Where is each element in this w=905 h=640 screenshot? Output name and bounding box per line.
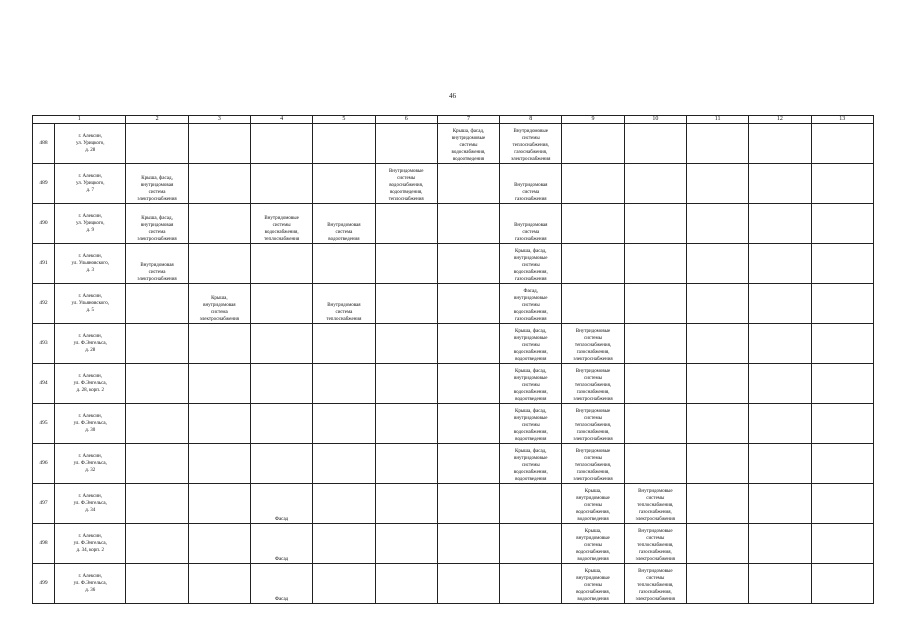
work-description: Внутридомовая система газоснабжения xyxy=(514,183,548,202)
work-cell xyxy=(562,124,624,164)
work-description: Крыша, фасад, внутридомовые системы водоснабжения, водоотведения xyxy=(513,369,548,402)
work-cell xyxy=(188,404,250,444)
work-cell xyxy=(500,484,562,524)
work-cell xyxy=(313,124,375,164)
work-cell xyxy=(562,204,624,244)
work-cell xyxy=(686,124,748,164)
work-cell xyxy=(749,244,811,284)
address-cell: г. Алексин, ул. Ф.Энгельса, д. 28 xyxy=(55,324,126,364)
work-cell xyxy=(500,444,562,484)
address-cell: г. Алексин, ул. Урицкого, д. 28 xyxy=(55,124,126,164)
address-cell: г. Алексин, ул. Ф.Энгельса, д. 34, корп. 2 xyxy=(55,524,126,564)
work-description: Крыша, фасад, внутридомовая система электроснабжения xyxy=(137,176,177,202)
work-cell xyxy=(500,164,562,204)
header-row xyxy=(33,116,874,124)
work-cell xyxy=(375,404,437,444)
work-cell xyxy=(811,324,873,364)
work-cell xyxy=(562,404,624,444)
row-number: 493 xyxy=(33,324,55,364)
work-cell xyxy=(250,324,312,364)
work-cell xyxy=(500,244,562,284)
work-description: Крыша, фасад, внутридомовые системы водоснабжения, водоотведения xyxy=(513,329,548,362)
work-cell xyxy=(126,164,188,204)
work-cell xyxy=(313,364,375,404)
work-cell xyxy=(313,404,375,444)
work-cell xyxy=(624,244,686,284)
work-description: Внутридомовые системы теплоснабжения, газоснабжения, электроснабжения xyxy=(573,369,613,402)
work-cell xyxy=(749,124,811,164)
work-description: Фасад xyxy=(275,557,289,562)
page-number: 46 xyxy=(449,92,456,100)
work-cell xyxy=(624,284,686,324)
work-cell xyxy=(686,364,748,404)
work-description: Крыша, фасад, внутридомовые системы водоснабжения, водоотведения xyxy=(513,409,548,442)
column-header: 3 xyxy=(188,116,250,124)
work-cell xyxy=(375,564,437,604)
work-cell xyxy=(126,204,188,244)
row-number: 497 xyxy=(33,484,55,524)
work-cell xyxy=(126,124,188,164)
column-header: 11 xyxy=(686,116,748,124)
work-cell xyxy=(624,444,686,484)
work-cell xyxy=(749,284,811,324)
work-description: Внутридомовая система водоотведения xyxy=(327,223,361,242)
work-cell xyxy=(250,564,312,604)
work-cell xyxy=(686,244,748,284)
table-row xyxy=(33,284,874,324)
work-description: Внутридомовые системы водоснабжения, водоотведения, теплоснабжения xyxy=(388,169,424,202)
address-cell: г. Алексин, ул. Урицкого, д. 7 xyxy=(55,164,126,204)
work-cell xyxy=(686,484,748,524)
work-cell xyxy=(437,524,499,564)
work-cell xyxy=(437,364,499,404)
work-cell xyxy=(624,204,686,244)
work-cell xyxy=(500,324,562,364)
work-cell xyxy=(188,164,250,204)
column-header: 13 xyxy=(811,116,873,124)
row-number: 498 xyxy=(33,524,55,564)
address-cell: г. Алексин, ул. Ульяновского, д. 3 xyxy=(55,244,126,284)
work-cell xyxy=(126,524,188,564)
work-cell xyxy=(250,524,312,564)
work-description: Крыша, фасад, внутридомовые системы водоснабжения, водоотведения xyxy=(451,129,486,162)
work-cell xyxy=(437,124,499,164)
work-cell xyxy=(126,444,188,484)
address-cell: г. Алексин, ул. Ф.Энгельса, д. 28, корп. 2 xyxy=(55,364,126,404)
work-cell xyxy=(811,204,873,244)
work-cell xyxy=(500,404,562,444)
work-description: Внутридомовая система электроснабжения xyxy=(137,263,177,282)
work-cell xyxy=(562,284,624,324)
work-cell xyxy=(500,564,562,604)
work-cell xyxy=(188,204,250,244)
work-cell xyxy=(188,564,250,604)
row-number: 494 xyxy=(33,364,55,404)
work-cell xyxy=(624,404,686,444)
work-cell xyxy=(624,564,686,604)
repair-schedule-table xyxy=(32,115,874,604)
address-cell: г. Алексин, ул. Ф.Энгельса, д. 36 xyxy=(55,564,126,604)
work-description: Внутридомовые системы водоснабжения, теплоснабжения xyxy=(264,216,300,242)
work-cell xyxy=(126,364,188,404)
table-row xyxy=(33,164,874,204)
work-cell xyxy=(250,204,312,244)
work-description: Крыша, внутридомовые системы водоснабжения, водоотведения xyxy=(576,529,610,562)
work-cell xyxy=(749,524,811,564)
address-cell: г. Алексин, ул. Ульяновского, д. 5 xyxy=(55,284,126,324)
table-row xyxy=(33,364,874,404)
work-cell xyxy=(437,444,499,484)
row-number: 490 xyxy=(33,204,55,244)
work-cell xyxy=(375,364,437,404)
work-cell xyxy=(375,324,437,364)
work-cell xyxy=(500,204,562,244)
work-cell xyxy=(500,284,562,324)
work-cell xyxy=(188,124,250,164)
work-description: Внутридомовые системы теплоснабжения, газоснабжения, электроснабжения xyxy=(573,409,613,442)
work-cell xyxy=(313,484,375,524)
table-row xyxy=(33,204,874,244)
work-cell xyxy=(811,524,873,564)
work-cell xyxy=(811,484,873,524)
work-cell xyxy=(811,564,873,604)
column-header: 6 xyxy=(375,116,437,124)
work-cell xyxy=(188,364,250,404)
work-cell xyxy=(437,284,499,324)
work-cell xyxy=(686,564,748,604)
work-cell xyxy=(313,564,375,604)
work-cell xyxy=(250,244,312,284)
column-header: 10 xyxy=(624,116,686,124)
work-cell xyxy=(562,444,624,484)
table-row xyxy=(33,324,874,364)
row-number: 488 xyxy=(33,124,55,164)
work-cell xyxy=(811,404,873,444)
work-cell xyxy=(749,404,811,444)
work-cell xyxy=(749,564,811,604)
work-cell xyxy=(686,524,748,564)
work-cell xyxy=(562,524,624,564)
work-description: Крыша, фасад, внутридомовая система электроснабжения xyxy=(137,216,177,242)
work-description: Фасад xyxy=(275,517,289,522)
work-cell xyxy=(250,364,312,404)
address-cell: г. Алексин, ул. Ф.Энгельса, д. 30 xyxy=(55,404,126,444)
row-number: 499 xyxy=(33,564,55,604)
work-cell xyxy=(811,164,873,204)
work-cell xyxy=(313,284,375,324)
work-cell xyxy=(188,484,250,524)
work-description: Внутридомовые системы теплоснабжения, газоснабжения, электроснабжения xyxy=(635,489,675,522)
column-header: 8 xyxy=(500,116,562,124)
row-number: 496 xyxy=(33,444,55,484)
work-cell xyxy=(126,404,188,444)
work-cell xyxy=(250,484,312,524)
work-cell xyxy=(375,204,437,244)
work-cell xyxy=(500,364,562,404)
work-cell xyxy=(313,324,375,364)
work-cell xyxy=(749,484,811,524)
work-cell xyxy=(250,124,312,164)
work-cell xyxy=(500,124,562,164)
table-row xyxy=(33,124,874,164)
work-description: Крыша, внутридомовая система электроснабжения xyxy=(199,296,239,322)
work-cell xyxy=(624,124,686,164)
column-header: 7 xyxy=(437,116,499,124)
work-cell xyxy=(811,124,873,164)
work-cell xyxy=(624,364,686,404)
work-description: Внутридомовая система теплоснабжения xyxy=(326,303,362,322)
work-cell xyxy=(749,164,811,204)
work-description: Внутридомовые системы теплоснабжения, газоснабжения, электроснабжения xyxy=(573,449,613,482)
work-cell xyxy=(375,164,437,204)
column-header: 9 xyxy=(562,116,624,124)
work-cell xyxy=(811,444,873,484)
work-cell xyxy=(375,444,437,484)
work-cell xyxy=(624,484,686,524)
work-description: Крыша, фасад, внутридомовые системы водоснабжения, газоснабжения xyxy=(513,249,548,282)
row-number: 495 xyxy=(33,404,55,444)
address-cell: г. Алексин, ул. Ф.Энгельса, д. 32 xyxy=(55,444,126,484)
work-cell xyxy=(624,524,686,564)
column-header: 2 xyxy=(126,116,188,124)
work-description: Крыша, внутридомовые системы водоснабжения, водоотведения xyxy=(576,489,610,522)
work-cell xyxy=(686,404,748,444)
work-description: Крыша, внутридомовые системы водоснабжения, водоотведения xyxy=(576,569,610,602)
work-cell xyxy=(250,404,312,444)
work-cell xyxy=(437,564,499,604)
work-cell xyxy=(313,524,375,564)
work-cell xyxy=(375,244,437,284)
work-cell xyxy=(188,444,250,484)
work-description: Внутридомовая система газоснабжения xyxy=(514,223,548,242)
work-cell xyxy=(811,364,873,404)
work-cell xyxy=(749,444,811,484)
work-cell xyxy=(313,164,375,204)
work-description: Крыша, фасад, внутридомовые системы водоснабжения, водоотведения xyxy=(513,449,548,482)
work-cell xyxy=(250,284,312,324)
row-number: 492 xyxy=(33,284,55,324)
column-header: 4 xyxy=(250,116,312,124)
work-cell xyxy=(126,284,188,324)
work-cell xyxy=(811,244,873,284)
work-description: Внутридомовые системы теплоснабжения, газоснабжения, электроснабжения xyxy=(635,529,675,562)
work-cell xyxy=(686,204,748,244)
work-description: Внутридомовые системы теплоснабжения, газоснабжения, электроснабжения xyxy=(635,569,675,602)
work-cell xyxy=(562,324,624,364)
work-cell xyxy=(375,284,437,324)
work-cell xyxy=(188,324,250,364)
work-cell xyxy=(437,204,499,244)
work-cell xyxy=(313,444,375,484)
work-cell xyxy=(624,164,686,204)
table-row xyxy=(33,484,874,524)
work-cell xyxy=(375,524,437,564)
work-cell xyxy=(375,484,437,524)
work-cell xyxy=(188,524,250,564)
table-row xyxy=(33,524,874,564)
work-cell xyxy=(562,364,624,404)
work-description: Внутридомовые системы теплоснабжения, газоснабжения, электроснабжения xyxy=(511,129,551,162)
work-cell xyxy=(749,204,811,244)
work-cell xyxy=(188,244,250,284)
work-cell xyxy=(437,244,499,284)
work-cell xyxy=(250,164,312,204)
work-cell xyxy=(250,444,312,484)
work-cell xyxy=(437,484,499,524)
work-cell xyxy=(624,324,686,364)
work-cell xyxy=(375,124,437,164)
work-cell xyxy=(313,244,375,284)
work-cell xyxy=(126,324,188,364)
work-cell xyxy=(313,204,375,244)
work-cell xyxy=(126,564,188,604)
work-cell xyxy=(562,484,624,524)
column-header: 5 xyxy=(313,116,375,124)
address-cell: г. Алексин, ул. Ф.Энгельса, д. 34 xyxy=(55,484,126,524)
work-cell xyxy=(126,244,188,284)
table-row xyxy=(33,244,874,284)
work-cell xyxy=(562,564,624,604)
address-cell: г. Алексин, ул. Урицкого, д. 9 xyxy=(55,204,126,244)
work-cell xyxy=(437,164,499,204)
work-cell xyxy=(126,484,188,524)
work-cell xyxy=(686,324,748,364)
row-number: 489 xyxy=(33,164,55,204)
work-cell xyxy=(749,324,811,364)
work-cell xyxy=(188,284,250,324)
column-header: 1 xyxy=(33,116,126,124)
work-cell xyxy=(437,404,499,444)
work-cell xyxy=(749,364,811,404)
row-number: 491 xyxy=(33,244,55,284)
column-header: 12 xyxy=(749,116,811,124)
work-cell xyxy=(437,324,499,364)
table-row xyxy=(33,444,874,484)
work-cell xyxy=(686,284,748,324)
work-description: Внутридомовые системы теплоснабжения, газоснабжения, электроснабжения xyxy=(573,329,613,362)
table-row xyxy=(33,564,874,604)
work-cell xyxy=(811,284,873,324)
work-description: Фасад xyxy=(275,597,289,602)
work-description: Фасад, внутридомовые системы водоснабжения, газоснабжения xyxy=(513,289,548,322)
work-cell xyxy=(562,164,624,204)
work-cell xyxy=(562,244,624,284)
work-cell xyxy=(686,164,748,204)
work-cell xyxy=(686,444,748,484)
table-row xyxy=(33,404,874,444)
work-cell xyxy=(500,524,562,564)
